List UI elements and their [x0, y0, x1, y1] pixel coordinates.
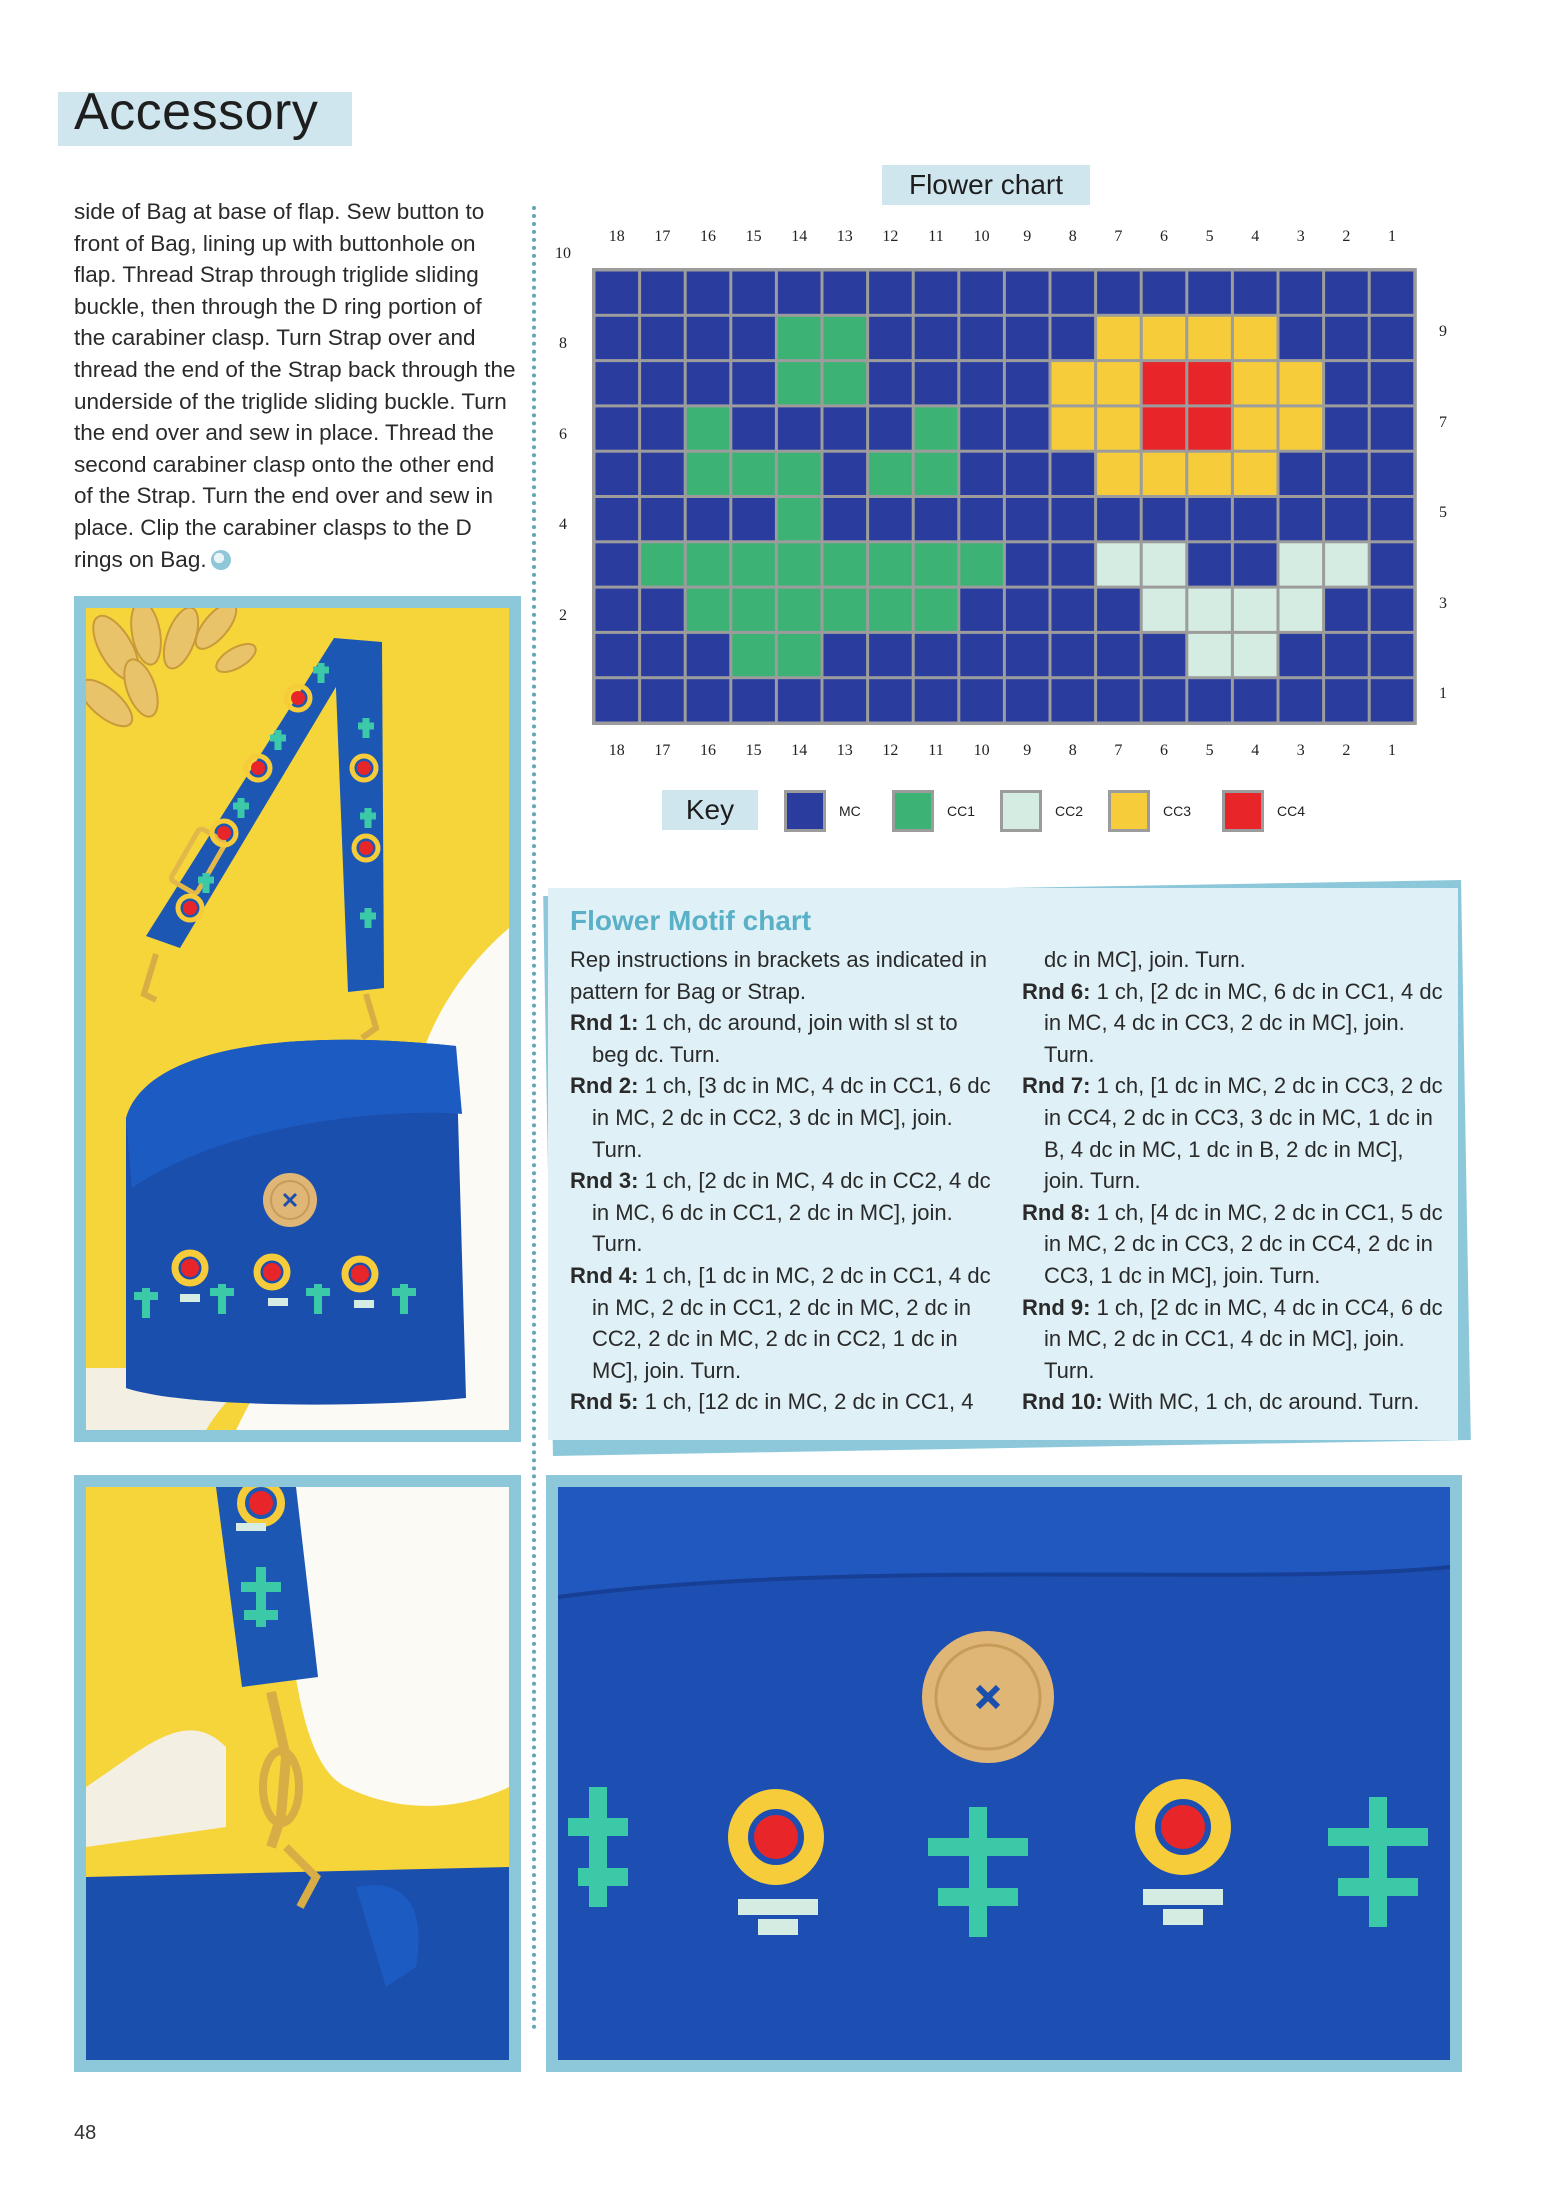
motif-round-text: 1 ch, [3 dc in MC, 4 dc in CC1, 6 dc in MC, 2 dc in CC2, 3 dc in MC], join. Turn. — [592, 1073, 991, 1162]
motif-round-text: 1 ch, [2 dc in MC, 4 dc in CC4, 6 dc in MC, 2 dc in CC1, 4 dc in MC], join. Turn. — [1044, 1294, 1443, 1383]
motif-round-text: 1 ch, [2 dc in MC, 4 dc in CC2, 4 dc in MC, 6 dc in CC1, 2 dc in MC], join. Turn. — [592, 1168, 991, 1257]
column-label-bottom: 13 — [836, 742, 853, 759]
column-label-bottom: 14 — [791, 742, 808, 759]
column-label-top: 8 — [1068, 228, 1077, 245]
column-label-bottom: 16 — [700, 742, 716, 759]
motif-round-label: Rnd 2: — [570, 1073, 639, 1099]
column-label-top: 5 — [1205, 228, 1214, 245]
column-label-top: 13 — [836, 228, 853, 245]
column-label-top: 4 — [1251, 228, 1260, 245]
column-label-bottom: 8 — [1068, 742, 1077, 759]
motif-round-label: Rnd 4: — [570, 1262, 639, 1288]
motif-round — [1022, 1292, 1447, 1387]
column-label-top: 16 — [700, 228, 716, 245]
column-label-bottom: 15 — [745, 742, 762, 759]
column-label-top: 14 — [791, 228, 808, 245]
motif-round-continuation: dc in MC], join. Turn. — [1044, 947, 1246, 972]
row-label-left: 4 — [559, 516, 567, 534]
column-label-bottom: 5 — [1205, 742, 1214, 759]
page-number: 48 — [74, 2122, 97, 2144]
intro-text: side of Bag at base of flap. Sew button to front of Bag, lining up with buttonhole on flap. Thread Strap through triglide sliding buckle, then through the D ring portion of the carabiner clasp. Turn Strap over and thread the end of the Strap back through the underside of the triglide sliding buckle. Turn the end over and sew in place. Thread the second carabiner clasp onto the other end of the Strap. Turn the end over and sew in place. Clip the carabiner clasps to the D rings on Bag. — [74, 199, 516, 572]
key-label: Key — [685, 794, 735, 825]
row-label-right: 1 — [1439, 685, 1447, 703]
motif-round — [570, 1165, 1000, 1260]
column-label-top: 7 — [1114, 228, 1123, 245]
motif-right-column — [1022, 944, 1447, 1418]
key-swatch-mc — [784, 790, 826, 832]
key-swatch-cc2 — [1000, 790, 1042, 832]
column-label-bottom: 10 — [973, 742, 990, 759]
bag-closeup-photo-image — [558, 1487, 1450, 2060]
key-label-cc1: CC1 — [947, 803, 976, 819]
key-label-cc3: CC3 — [1163, 803, 1192, 819]
row-label-right: 3 — [1439, 594, 1447, 612]
motif-title: Flower Motif chart — [570, 905, 812, 936]
key-swatch-cc4 — [1222, 790, 1264, 832]
motif-round-label: Rnd 5: — [570, 1389, 639, 1415]
motif-round — [570, 1070, 1000, 1165]
column-label-bottom: 17 — [654, 742, 671, 759]
motif-round-text: 1 ch, dc around, join with sl st to beg dc. Turn. — [592, 1010, 958, 1067]
motif-round-text: 1 ch, [12 dc in MC, 2 dc in CC1, 4 — [638, 1389, 974, 1415]
motif-round-label: Rnd 8: — [1022, 1199, 1091, 1225]
motif-intro: Rep instructions in brackets as indicated in pattern for Bag or Strap. — [570, 947, 987, 1004]
column-label-top: 9 — [1023, 228, 1032, 245]
row-label-left: 10 — [555, 244, 571, 262]
motif-round — [1022, 1070, 1447, 1196]
key-label-cc4: CC4 — [1277, 803, 1306, 819]
motif-round-text: 1 ch, [2 dc in MC, 6 dc in CC1, 4 dc in MC, 4 dc in CC3, 2 dc in MC], join. Turn. — [1044, 978, 1443, 1067]
chart-key — [0, 0, 1551, 900]
motif-round-label: Rnd 3: — [570, 1168, 639, 1194]
column-label-top: 18 — [608, 228, 625, 245]
motif-round — [1022, 1386, 1447, 1418]
clasp-photo-image — [86, 1487, 509, 2060]
motif-round-label: Rnd 7: — [1022, 1073, 1091, 1099]
clasp-photo — [74, 1475, 521, 2072]
key-swatch-cc1 — [892, 790, 934, 832]
section-title: Accessory — [74, 83, 319, 141]
key-label-cc2: CC2 — [1055, 803, 1084, 819]
column-label-top: 11 — [928, 228, 944, 245]
motif-round-label: Rnd 10: — [1022, 1389, 1103, 1415]
column-label-bottom: 7 — [1114, 742, 1123, 759]
key-swatch-cc3 — [1108, 790, 1150, 832]
row-label-left: 2 — [559, 607, 567, 625]
column-label-bottom: 11 — [928, 742, 944, 759]
column-label-top: 17 — [654, 228, 671, 245]
motif-round — [570, 1386, 1000, 1418]
column-label-bottom: 4 — [1251, 742, 1260, 759]
column-label-top: 6 — [1160, 228, 1168, 245]
row-label-left: 6 — [559, 425, 567, 443]
key-label-mc: MC — [839, 803, 861, 819]
column-label-top: 3 — [1296, 228, 1305, 245]
chart-title: Flower chart — [908, 169, 1064, 200]
motif-round — [1022, 976, 1447, 1071]
motif-round — [570, 1260, 1000, 1386]
motif-round-label: Rnd 9: — [1022, 1294, 1091, 1320]
row-label-right: 7 — [1439, 413, 1447, 431]
bag-closeup-photo — [546, 1475, 1462, 2072]
motif-round-label: Rnd 1: — [570, 1010, 639, 1036]
motif-round — [570, 1007, 1000, 1070]
column-label-top: 15 — [745, 228, 762, 245]
column-label-bottom: 1 — [1388, 742, 1396, 759]
column-label-top: 2 — [1342, 228, 1351, 245]
column-label-bottom: 6 — [1160, 742, 1168, 759]
motif-left-column — [570, 944, 1000, 1418]
motif-round — [1022, 1197, 1447, 1292]
column-label-bottom: 2 — [1342, 742, 1351, 759]
column-label-top: 1 — [1388, 228, 1396, 245]
motif-round-text: 1 ch, [4 dc in MC, 2 dc in CC1, 5 dc in MC, 2 dc in CC3, 2 dc in CC4, 2 dc in CC3, 1 dc in MC], join. Turn. — [1044, 1199, 1443, 1288]
column-label-bottom: 9 — [1023, 742, 1032, 759]
motif-round-text: 1 ch, [1 dc in MC, 2 dc in CC3, 2 dc in CC4, 2 dc in CC3, 3 dc in MC, 1 dc in B, 4 dc in MC, 1 dc in B, 2 dc in MC], join. Turn. — [1044, 1073, 1443, 1194]
row-label-right: 5 — [1439, 504, 1447, 522]
column-label-bottom: 18 — [608, 742, 625, 759]
motif-round-text: 1 ch, [1 dc in MC, 2 dc in CC1, 4 dc in MC, 2 dc in CC1, 2 dc in MC, 2 dc in CC2, 2 dc in MC, 2 dc in CC2, 1 dc in MC], join. Turn. — [592, 1262, 991, 1383]
motif-round-text: With MC, 1 ch, dc around. Turn. — [1102, 1389, 1420, 1415]
column-label-bottom: 12 — [882, 742, 899, 759]
row-label-left: 8 — [559, 335, 567, 353]
column-label-top: 12 — [882, 228, 899, 245]
row-label-right: 9 — [1439, 322, 1447, 340]
column-label-top: 10 — [973, 228, 990, 245]
motif-round-label: Rnd 6: — [1022, 978, 1091, 1004]
column-label-bottom: 3 — [1296, 742, 1305, 759]
